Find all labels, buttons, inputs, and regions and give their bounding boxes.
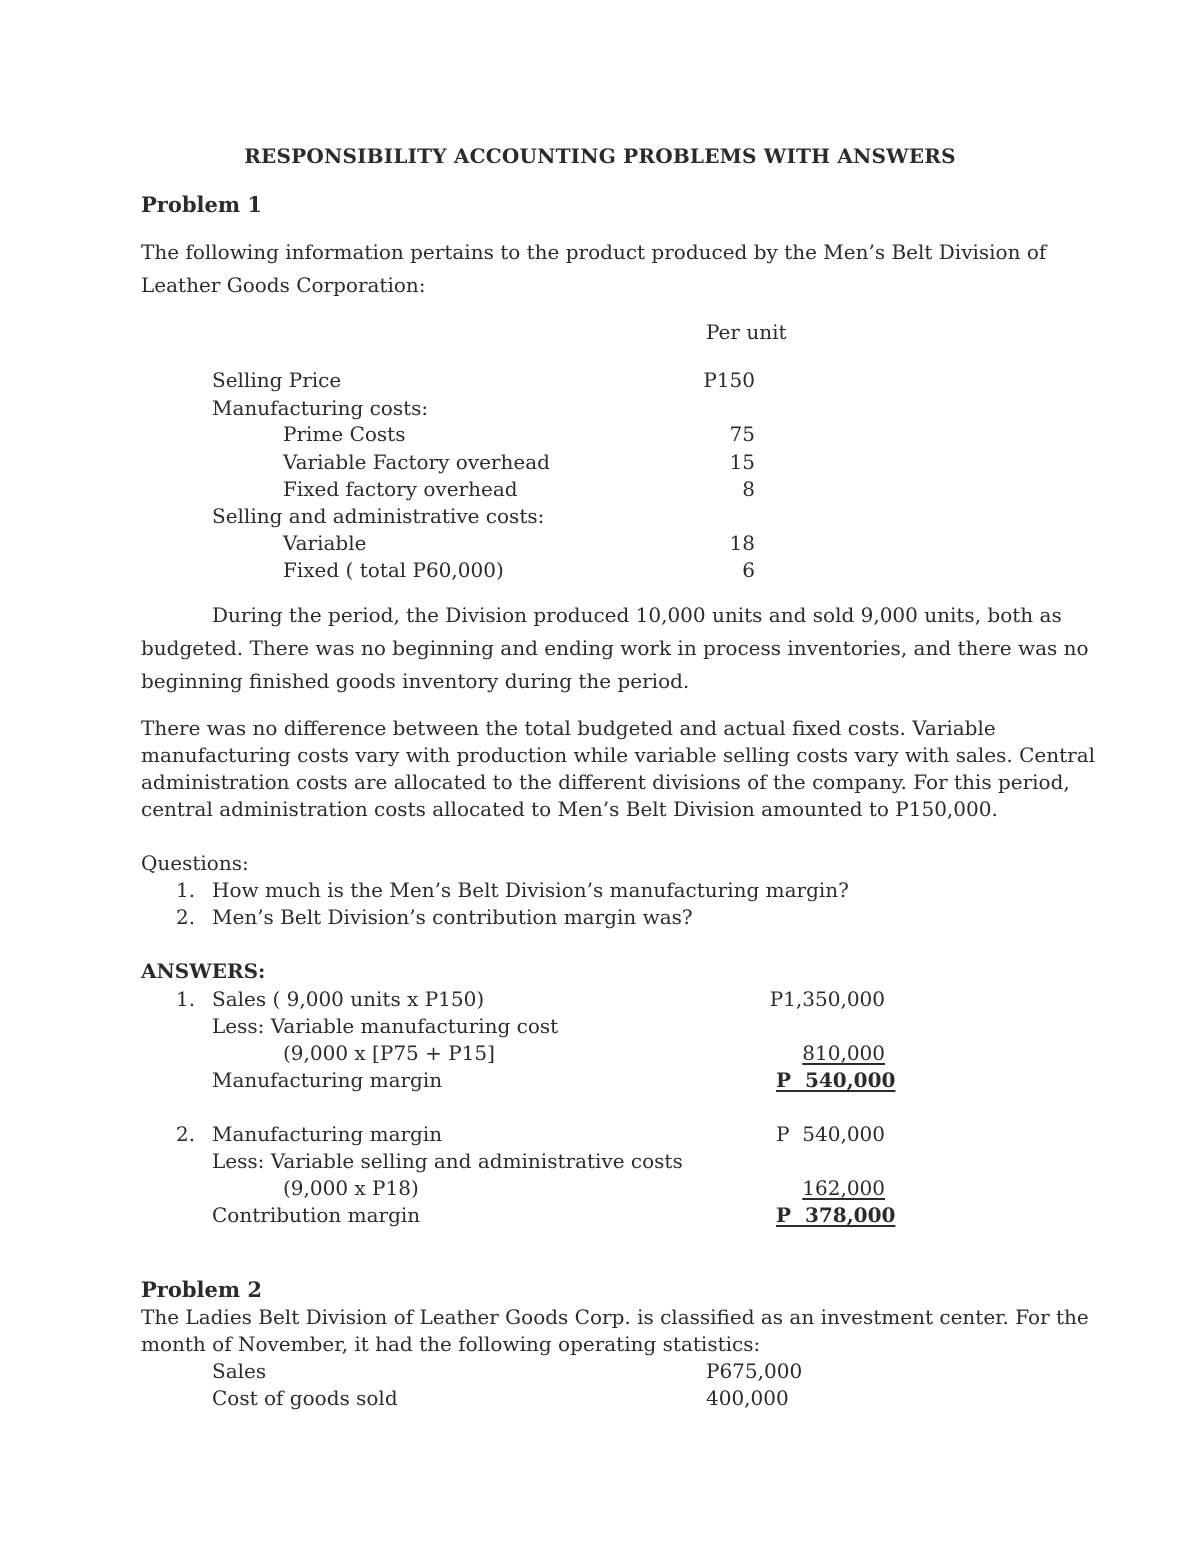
row-label: Fixed ( total P60,000) [283, 558, 504, 582]
problem-2-intro-line-2: month of November, it had the following operating statistics: [141, 1332, 761, 1356]
per-unit-column-header: Per unit [706, 320, 787, 344]
answer-1-line-2: Less: Variable manufacturing cost [212, 1014, 559, 1038]
row-value: 15 [729, 450, 755, 474]
answers-heading: ANSWERS: [141, 959, 266, 983]
problem-1-heading: Problem 1 [141, 192, 263, 217]
row-label: Cost of goods sold [212, 1386, 398, 1410]
paragraph-2-line-1: There was no difference between the total budgeted and actual fixed costs. Variable [141, 716, 996, 740]
answer-2-value-3: 162,000 [802, 1176, 885, 1200]
answer-number: 2. [176, 1122, 196, 1146]
row-label: Prime Costs [283, 422, 406, 446]
questions-label: Questions: [141, 851, 249, 875]
problem-1-intro-line-1: The following information pertains to the product produced by the Men’s Belt Division of [141, 240, 1047, 264]
row-label: Selling and administrative costs: [212, 504, 545, 528]
row-label: Selling Price [212, 368, 342, 392]
paragraph-2-line-4: central administration costs allocated to Men’s Belt Division amounted to P150,000. [141, 797, 998, 821]
question-number: 1. [176, 878, 196, 902]
question-number: 2. [176, 905, 196, 929]
row-value: 8 [742, 477, 755, 501]
document-title: RESPONSIBILITY ACCOUNTING PROBLEMS WITH ANSWERS [244, 144, 956, 168]
answer-2-value-4: P 378,000 [776, 1203, 896, 1227]
question-text: How much is the Men’s Belt Division’s manufacturing margin? [212, 878, 849, 902]
paragraph-1-line-3: beginning finished goods inventory during the period. [141, 669, 690, 693]
answer-2-value-1: P 540,000 [776, 1122, 885, 1146]
answer-1-line-1: Sales ( 9,000 units x P150) [212, 987, 485, 1011]
row-label: Sales [212, 1359, 267, 1383]
answer-1-line-3: (9,000 x [P75 + P15] [283, 1041, 495, 1065]
row-label: Manufacturing costs: [212, 396, 429, 420]
problem-1-intro-line-2: Leather Goods Corporation: [141, 273, 426, 297]
row-value: 6 [742, 558, 755, 582]
row-value: 18 [729, 531, 755, 555]
problem-2-heading: Problem 2 [141, 1277, 263, 1302]
question-text: Men’s Belt Division’s contribution margin was? [212, 905, 693, 929]
row-label: Fixed factory overhead [283, 477, 518, 501]
answer-2-line-1: Manufacturing margin [212, 1122, 443, 1146]
row-label: Variable Factory overhead [283, 450, 550, 474]
problem-2-intro-line-1: The Ladies Belt Division of Leather Goods Corp. is classified as an investment center. For the [141, 1305, 1089, 1329]
answer-1-line-4: Manufacturing margin [212, 1068, 443, 1092]
row-label: Variable [283, 531, 367, 555]
paragraph-1-line-2: budgeted. There was no beginning and ending work in process inventories, and there was no [141, 636, 1089, 660]
paragraph-2-line-3: administration costs are allocated to the different divisions of the company. For this period, [141, 770, 1070, 794]
answer-1-value-4: P 540,000 [776, 1068, 896, 1092]
row-value: P150 [703, 368, 755, 392]
paragraph-1-line-1: During the period, the Division produced 10,000 units and sold 9,000 units, both as [212, 603, 1062, 627]
row-value: P675,000 [706, 1359, 803, 1383]
answer-number: 1. [176, 987, 196, 1011]
row-value: 400,000 [706, 1386, 789, 1410]
answer-2-line-2: Less: Variable selling and administrative costs [212, 1149, 683, 1173]
answer-1-value-3: 810,000 [802, 1041, 885, 1065]
paragraph-2-line-2: manufacturing costs vary with production while variable selling costs vary with sales. Central [141, 743, 1096, 767]
answer-2-line-4: Contribution margin [212, 1203, 421, 1227]
row-value: 75 [729, 422, 755, 446]
answer-1-value-1: P1,350,000 [769, 987, 885, 1011]
answer-2-line-3: (9,000 x P18) [283, 1176, 419, 1200]
